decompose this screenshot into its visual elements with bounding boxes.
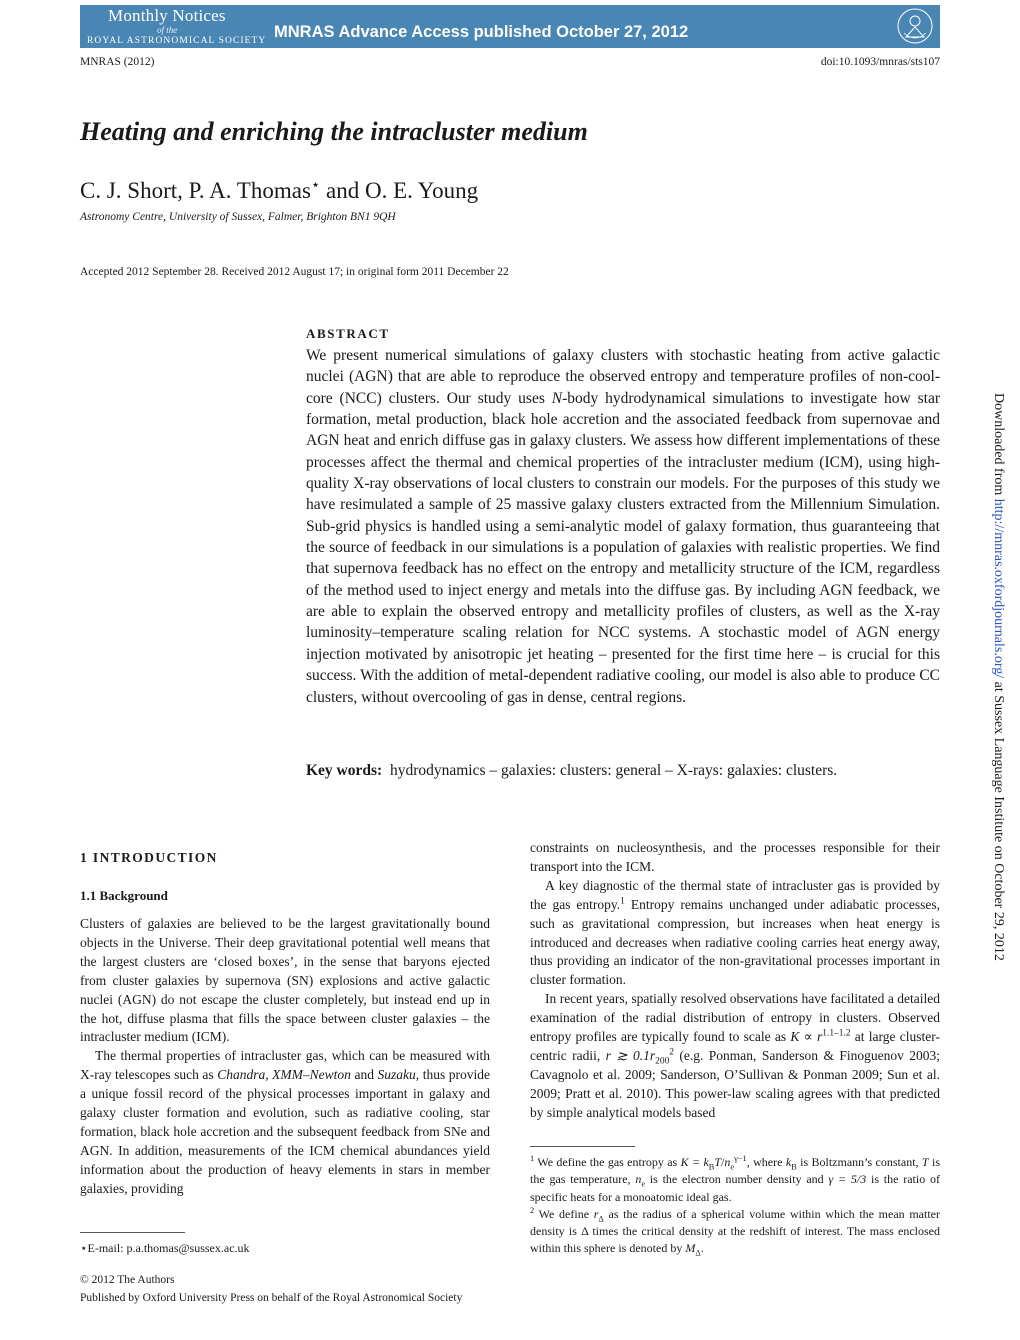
keywords [306,762,837,780]
journal-name: Monthly Notices [108,6,226,25]
right-paragraph-3: In recent years, spatially resolved observations have facilitated a detailed examination of the radial distribution of entropy in clusters. Observed entropy profiles are typically found to scale as $K \propto r^{1.1-1.2}$ at large cluster-centric radii, r ≳ $0.1r_{200}^2$ (e.g. Ponman, Sanderson & Finoguenov 2003; Cavagnolo et al. 2009; Sanderson, O’Sullivan & Ponman 2009; Sun et al. 2009; Pratt et al. 2010). This power-law scaling agrees with that predicted by simple analytical models based [530,991,941,1120]
doi-link[interactable]: doi:10.1093/mnras/sts107 [820,56,940,68]
footnote-1: $^1$ We define the gas entropy as $K = k_BT/n_e^{\gamma-1}$, where $k_B$ is Boltzmann’s constant, T is the gas temperature, $n_e$ is the electron number density and γ = 5/3 is the ratio of specific heats for a monoatomic ideal gas. [530,1154,940,1204]
intro-paragraph-1: Clusters of galaxies are believed to be the largest gravitationally bound objects in the Universe. Their deep gravitational potential well means that the largest clusters are ‘closed boxes’, in the sense that baryons ejected from cluster galaxies by supernova (SN) explosions and active galactic nuclei (AGN) do not escape the cluster completely, but instead end up in the hot, diffuse plasma that fills the space between cluster galaxies – the intracluster medium (ICM). [80,916,490,1045]
affiliation: Astronomy Centre, University of Sussex, Falmer, Brighton BN1 9QH [80,211,396,223]
section-heading-introduction: 1 INTRODUCTION [80,850,218,865]
footnotes [530,1154,940,1258]
corresponding-author-star: ⋆ [310,177,321,194]
authors-last: and O. E. Young [320,178,479,203]
society-name: ROYAL ASTRONOMICAL SOCIETY [87,36,267,46]
journal-year: MNRAS (2012) [80,56,155,68]
right-column-text [530,839,940,1123]
intro-paragraph-2: The thermal properties of intracluster gas, which can be measured with X-ray telescopes such as Chandra, XMM–Newton and Suzaku, thus provide a unique fossil record of the physical processes important in galaxy and galaxy cluster formation and evolution, such as radiative cooling, star formation, black hole accretion and the subsequent feedback from SNe and AGN. In addition, measurements of the ICM chemical abundances yield information about the production of heavy elements in stars in member galaxies, providing [80,1048,491,1196]
footnote-divider-right [530,1146,635,1147]
download-stamp: Downloaded from http://mnras.oxfordjournals.org/ at Sussex Language Institute on October 29, 2012 [991,393,1006,961]
journal-site-link[interactable]: http://mnras.oxfordjournals.org/ [991,498,1006,679]
paper-title: Heating and enriching the intracluster medium [80,117,588,146]
keywords-list: hydrodynamics – galaxies: clusters: general – X-rays: galaxies: clusters. [389,762,838,779]
footnote-ref-2[interactable]: 2 [669,1047,675,1058]
abstract-heading: ABSTRACT [306,326,390,341]
subsection-heading-background: 1.1 Background [80,888,168,903]
author-list [80,178,478,204]
footnote-divider [80,1232,185,1233]
footnote-2: $^2$ We define $r_\Delta$ as the radius of a spherical volume within which the mean matter density is Δ times the critical density at the redshift of interest. The mass enclosed within this sphere is denoted by $M_\Delta$. [530,1205,940,1258]
right-paragraph-2: A key diagnostic of the thermal state of intracluster gas is provided by the gas entropy.$^1$ Entropy remains unchanged under adiabatic processes, such as gravitational compression, but increases when heat energy is introduced and decreases when radiative cooling carries heat energy away, thus providing an indicator of the non-gravitational processes important in cluster formation. [530,877,940,988]
copyright: © 2012 The Authors [80,1274,175,1286]
publisher-line: Published by Oxford University Press on behalf of the Royal Astronomical Society [80,1292,463,1304]
submission-dates: Accepted 2012 September 28. Received 2012 August 17; in original form 2011 December 22 [80,266,509,278]
footnote-ref-1[interactable]: 1 [620,896,625,907]
society-seal-icon [896,7,934,45]
abstract-text: We present numerical simulations of galaxy clusters with stochastic heating from active galactic nuclei (AGN) that are able to reproduce the observed entropy and temperature profiles of non-cool-core (NCC) clusters. Our study uses N-body hydrodynamical simulations to investigate how star formation, metal production, black hole accretion and the associated feedback from supernovae and AGN heat and enrich diffuse gas in galaxy clusters. We assess how different implementations of these processes affect the thermal and chemical properties of the intracluster medium (ICM), using high-quality X-ray observations of local clusters to constrain our models. For the purposes of this study we have resimulated a sample of 25 massive galaxy clusters extracted from the Millennium Simulation. Sub-grid physics is handled using a semi-analytic model of galaxy formation, thus guaranteeing that the source of feedback in our simulations is a population of galaxies with realistic properties. We find that supernova feedback has no effect on the entropy and metallicity structure of the ICM, regardless of the method used to inject energy and metals into the diffuse gas. By including AGN feedback, we are able to explain the observed entropy and metallicity profiles of clusters, as well as the X-ray luminosity–temperature scaling relation for NCC systems. A stochastic model of AGN energy injection motivated by anisotropic jet heating – presented for the first time here – is crucial for this success. With the addition of metal-dependent radiative cooling, our model is also able to produce CC clusters, without overcooling of gas in dense, central regions. [306,347,940,706]
journal-of: of the [157,25,178,35]
advance-access-line: MNRAS Advance Access published October 27, 2012 [274,23,689,41]
authors-first: C. J. Short, P. A. Thomas [80,178,311,203]
keywords-label: Key words: [306,762,383,779]
right-paragraph-1: constraints on nucleosynthesis, and the processes responsible for their transport into the ICM. [530,840,940,874]
left-column-text [80,915,490,1199]
email-footnote: ⋆E-mail: p.a.thomas@sussex.ac.uk [80,1241,250,1255]
